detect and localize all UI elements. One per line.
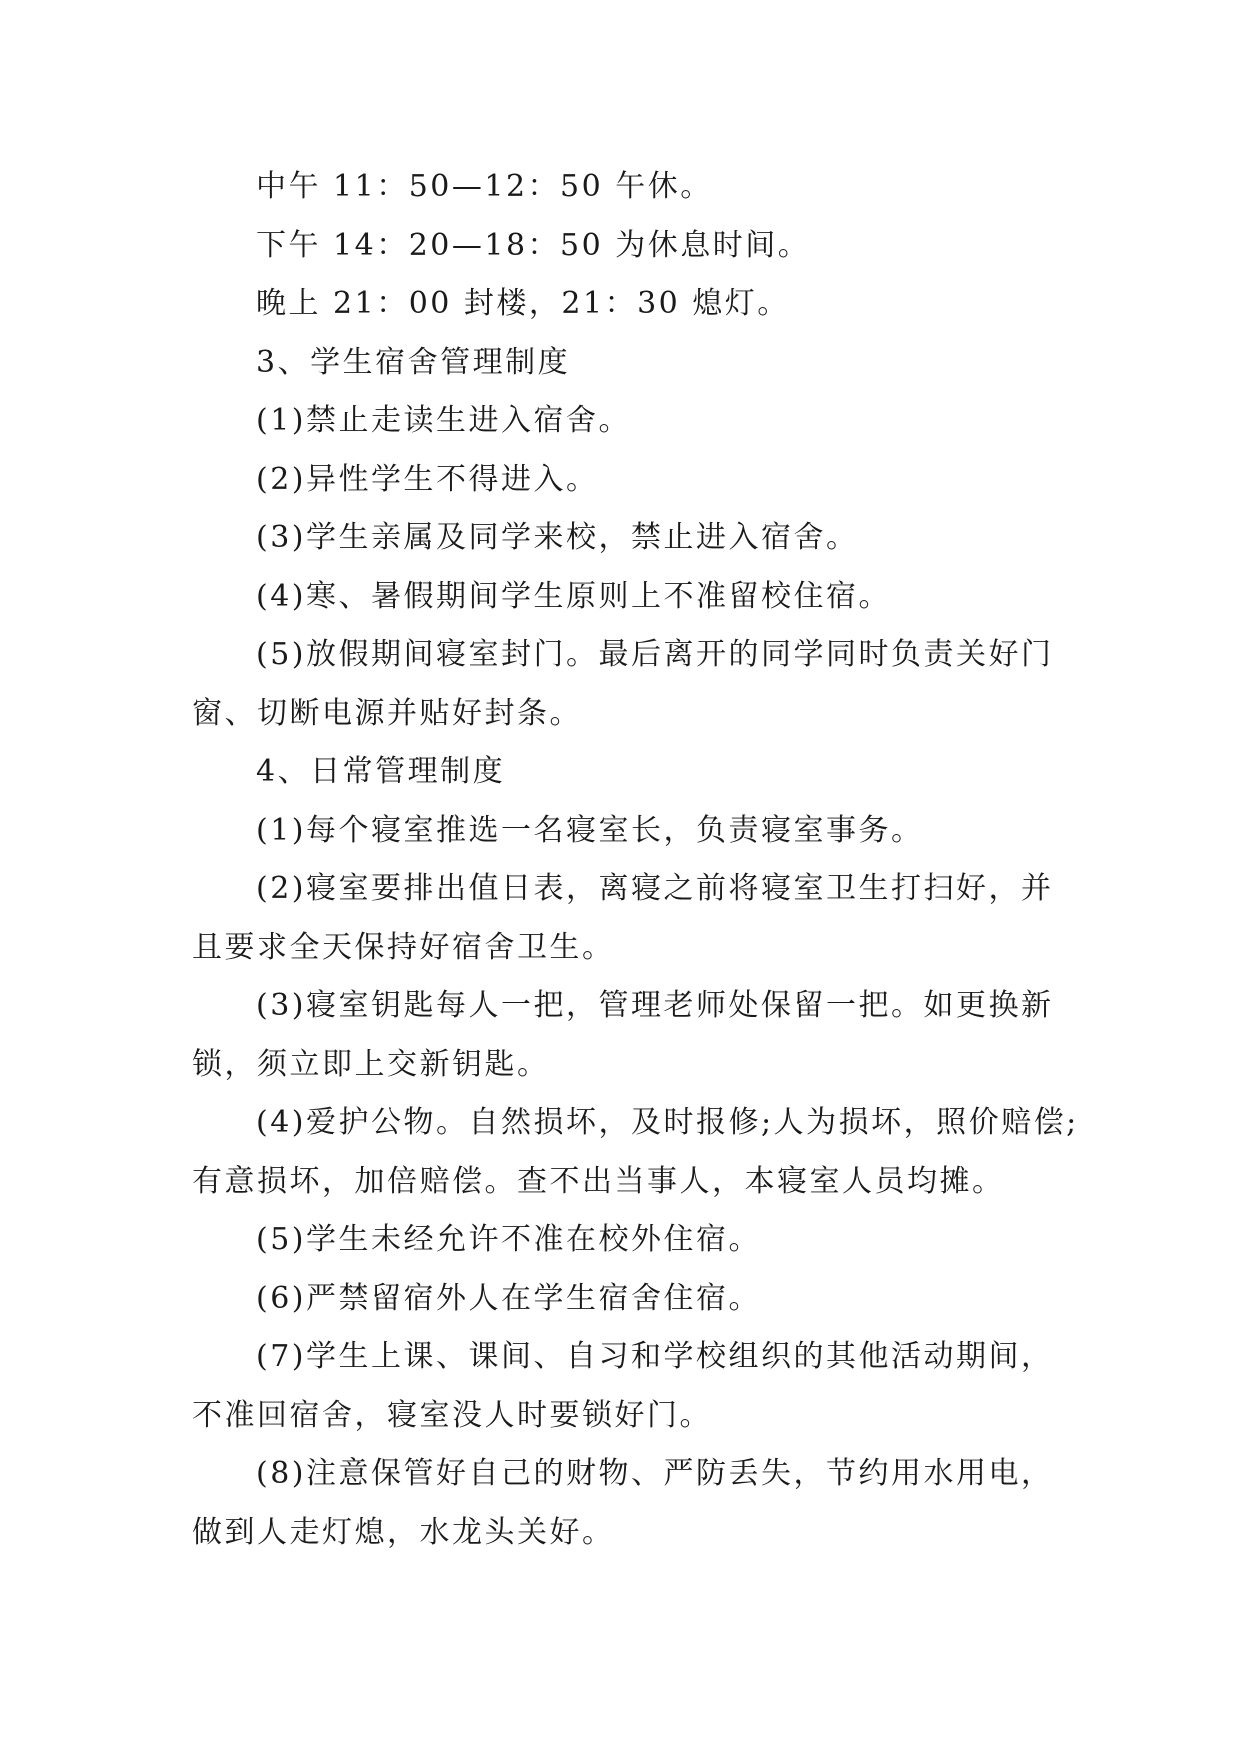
paragraph-dorm-rule-3: (3)学生亲属及同学来校，禁止进入宿舍。 (256, 520, 859, 555)
paragraph-daily-rule-6: (6)严禁留宿外人在学生宿舍住宿。 (256, 1280, 761, 1316)
section-heading-daily-rules: 4、日常管理制度 (256, 754, 506, 789)
paragraph-daily-rule-1: (1)每个寝室推选一名寝室长，负责寝室事务。 (256, 812, 924, 848)
paragraph-evening-lockup: 晚上 21：00 封楼，21：30 熄灯。 (256, 286, 790, 321)
paragraph-dorm-rule-4: (4)寒、暑假期间学生原则上不准留校住宿。 (256, 578, 891, 614)
paragraph-daily-rule-2: (2)寝室要排出值日表，离寝之前将寝室卫生打扫好，并且要求全天保持好宿舍卫生。 (192, 871, 1054, 965)
document-body (192, 158, 1082, 1562)
paragraph-daily-rule-4: (4)爱护公物。自然损坏，及时报修;人为损坏，照价赔偿;有意损坏，加倍赔偿。查不出当事人，本寝室人员均摊。 (192, 1105, 1079, 1199)
paragraph-lunch-break: 中午 11：50—12：50 午休。 (256, 169, 713, 204)
paragraph-dorm-rule-5: (5)放假期间寝室封门。最后离开的同学同时负责关好门窗、切断电源并贴好封条。 (192, 637, 1054, 731)
paragraph-daily-rule-7: (7)学生上课、课间、自习和学校组织的其他活动期间，不准回宿舍，寝室没人时要锁好门。 (192, 1339, 1054, 1433)
paragraph-daily-rule-3: (3)寝室钥匙每人一把，管理老师处保留一把。如更换新锁，须立即上交新钥匙。 (192, 988, 1054, 1082)
section-heading-dorm-rules: 3、学生宿舍管理制度 (256, 344, 571, 380)
paragraph-dorm-rule-2: (2)异性学生不得进入。 (256, 461, 599, 497)
paragraph-daily-rule-8: (8)注意保管好自己的财物、严防丢失，节约用水用电，做到人走灯熄，水龙头关好。 (192, 1456, 1054, 1550)
paragraph-dorm-rule-1: (1)禁止走读生进入宿舍。 (256, 403, 631, 438)
paragraph-afternoon-rest: 下午 14：20—18：50 为休息时间。 (256, 227, 811, 263)
paragraph-daily-rule-5: (5)学生未经允许不准在校外住宿。 (256, 1222, 761, 1257)
